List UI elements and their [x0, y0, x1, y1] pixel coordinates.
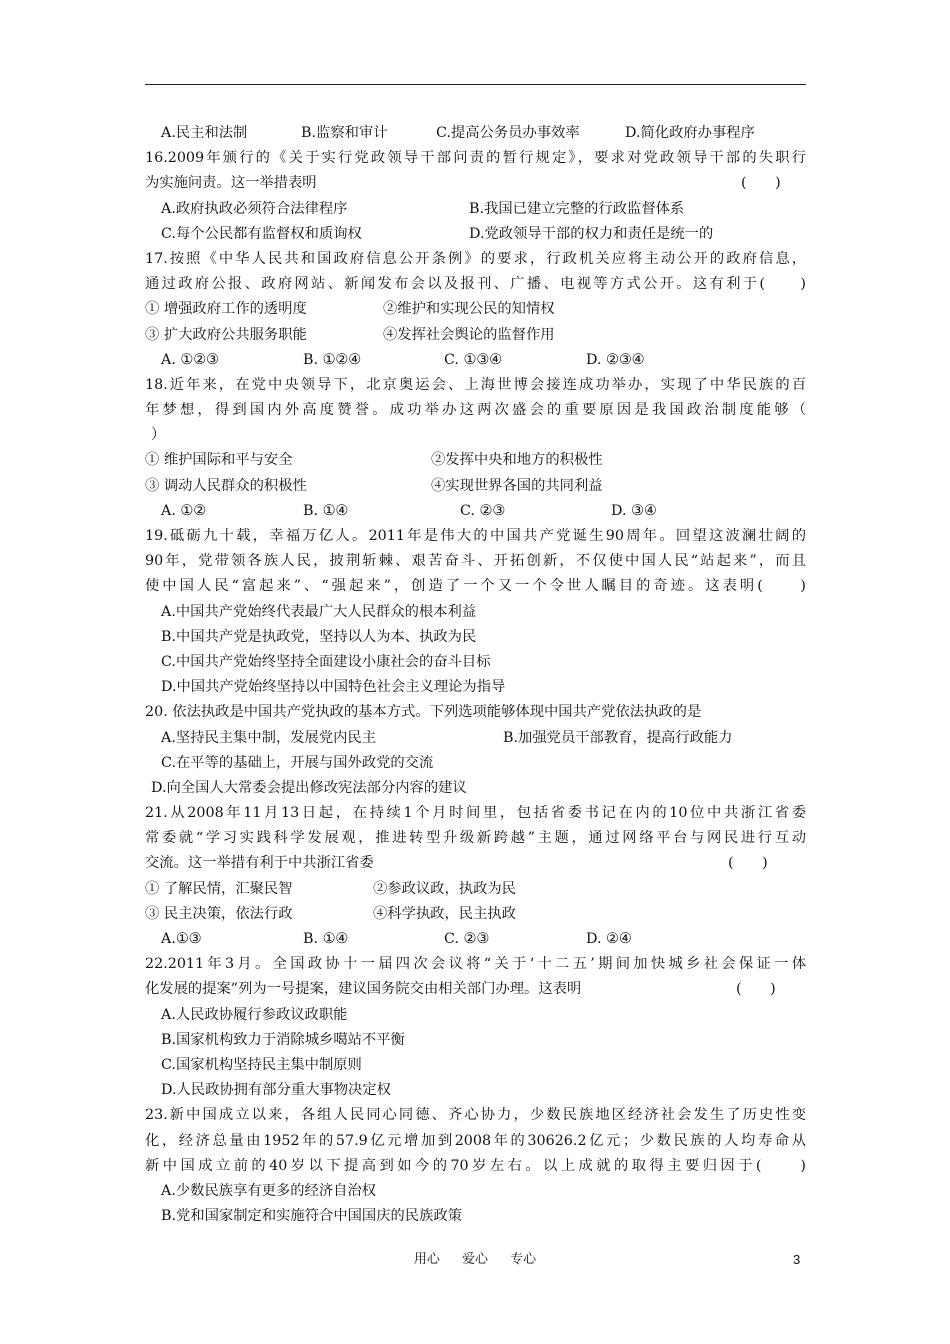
q20-option-d-row — [145, 776, 806, 801]
q15-option-a: A.民主和法制 — [161, 125, 248, 141]
q21-option-b: B. ①④ — [303, 931, 349, 947]
q19-option-d-row — [145, 675, 806, 700]
q18-item-2: ②发挥中央和地方的积极性 — [431, 452, 603, 469]
q21-option-c: C. ②③ — [444, 931, 490, 947]
q20-option-a: A.坚持民主集中制，发展党内民主 — [161, 729, 377, 746]
q22-option-b-row — [145, 1028, 806, 1053]
q21-answer-paren: ( ) — [728, 855, 768, 872]
q22-option-d: D.人民政协拥有部分重大事物决定权 — [161, 1082, 391, 1099]
q22-option-c: C.国家机构坚持民主集中制原则 — [161, 1056, 362, 1073]
q22-option-d-row — [145, 1078, 806, 1103]
q16-option-a: A.政府执政必须符合法律程序 — [161, 200, 348, 217]
q21-item-1: ① 了解民情，汇聚民智 — [145, 880, 293, 897]
q20-option-c-row — [145, 751, 806, 776]
q19-option-c-row — [145, 650, 806, 675]
q19-stem-line-1: 19.砥砺九十载，幸福万亿人。2011年是伟大的中国共产党诞生90周年。回望这波澜壮阔的 — [145, 528, 806, 544]
q19-stem-line-3: 使中国人民“富起来”、“强起来”，创造了一个又一个令世人瞩目的奇迹。这表明( ) — [145, 578, 806, 595]
q22-option-c-row — [145, 1053, 806, 1078]
q19-option-c: C.中国共产党始终坚持全面建设小康社会的奋斗目标 — [161, 653, 491, 670]
q16-stem-line-1: 16.2009年颁行的《关于实行党政领导干部问责的暂行规定》，要求对党政领导干部的失职行 — [145, 150, 806, 167]
footer-motto: 用心 爱心 专心 — [413, 1252, 537, 1267]
q15-option-d: D.简化政府办事程序 — [625, 125, 755, 141]
q21-items-row-1 — [145, 877, 806, 902]
q22-option-a-row — [145, 1003, 806, 1028]
q20-option-d: D.向全国人大常委会提出修改宪法部分内容的建议 — [151, 779, 467, 796]
q20-option-b: B.加强党员干部教育，提高行政能力 — [503, 729, 733, 746]
q23-stem-line-1: 23.新中国成立以来，各组人民同心同德、齐心协力，少数民族地区经济社会发生了历史性变 — [145, 1107, 806, 1124]
q18-options — [145, 499, 806, 524]
q16-stem-line-2: 为实施问责。这一举措表明 ( ) — [145, 171, 806, 196]
exam-content — [145, 121, 806, 1229]
q17-option-c: C. ①③④ — [444, 351, 502, 368]
page-footer — [0, 1250, 950, 1270]
q18-stem-line-2: 年梦想，得到国内外高度赞誉。成功举办这两次盛会的重要原因是我国政治制度能够（ — [145, 402, 806, 419]
q17-stem-line-1: 17.按照《中华人民共和国政府信息公开条例》的要求，行政机关应将主动公开的政府信息， — [145, 250, 806, 267]
q17-items-row-2 — [145, 323, 806, 348]
q18-option-d: D. ③④ — [611, 502, 657, 519]
q19-option-a: A.中国共产党始终代表最广大人民群众的根本利益 — [161, 603, 477, 620]
q21-options — [145, 927, 806, 952]
q17-item-1: ① 增强政府工作的透明度 — [145, 301, 307, 318]
q21-option-a: A.①③ — [161, 931, 202, 947]
q18-stem-line-1: 18.近年来，在党中央领导下，北京奥运会、上海世博会接连成功举办，实现了中华民族的百 — [145, 376, 806, 393]
q17-item-4: ④发挥社会舆论的监督作用 — [383, 326, 555, 343]
q20-stem-line-1: 20. 依法执政是中国共产党执政的基本方式。下列选项能够体现中国共产党依法执政的是 — [145, 704, 702, 721]
q19-stem-line-2: 90年，党带领各族人民，披荆斩棘、艰苦奋斗、开拓创新，不仅使中国人民“站起来”，而且 — [145, 553, 806, 570]
q19-option-b-row — [145, 625, 806, 650]
q21-stem-line-1: 21.从2008年11月13日起，在持续1个月时间里，包括省委书记在内的10位中共浙江省委 — [145, 805, 806, 822]
q22-option-b: B.国家机构致力于消除城乡噶站不平衡 — [161, 1031, 405, 1048]
q23-stem-line-3: 新中国成立前的40岁以下提高到如今的70岁左右。以上成就的取得主要归因于( ) — [145, 1157, 806, 1174]
q19-option-d: D.中国共产党始终坚持以中国特色社会主义理论为指导 — [161, 679, 506, 696]
q17-option-a: A. ①②③ — [161, 351, 219, 368]
q21-items-row-2 — [145, 902, 806, 927]
q23-option-b-row — [145, 1204, 806, 1229]
q17-stem-line-2: 通过政府公报、政府网站、新闻发布会以及报刊、广播、电视等方式公开。这有利于( ) — [145, 276, 806, 293]
q18-items-row-1 — [145, 448, 806, 473]
q16-option-b: B.我国已建立完整的行政监督体系 — [469, 200, 685, 217]
q18-stem-line-3: ） — [151, 427, 166, 444]
q22-answer-paren: ( ) — [736, 981, 776, 998]
q17-option-d: D. ②③④ — [586, 351, 645, 368]
q19-option-a-row — [145, 600, 806, 625]
q18-item-3: ③ 调动人民群众的积极性 — [145, 477, 307, 494]
q15-option-b: B.监察和审计 — [301, 125, 388, 141]
q15-options — [145, 121, 806, 146]
page-number: 3 — [793, 1252, 801, 1267]
q17-items-row-1 — [145, 297, 806, 322]
q15-option-c: C.提高公务员办事效率 — [436, 125, 580, 141]
q18-items-row-2 — [145, 474, 806, 499]
q17-item-3: ③ 扩大政府公共服务职能 — [145, 326, 307, 343]
q17-options — [145, 348, 806, 373]
q18-option-a: A. ①② — [161, 502, 207, 519]
q22-stem-line-1: 22.2011年3月。全国政协十一届四次会议将“关于‘十二五’期间加快城乡社会保证一体 — [145, 956, 806, 973]
q21-item-2: ②参政议政，执政为民 — [373, 880, 516, 897]
q21-stem-line-3: 交流。这一举措有利于中共浙江省委 ( ) — [145, 851, 806, 876]
q16-options-row-1 — [145, 197, 806, 222]
q18-item-4: ④实现世界各国的共同利益 — [431, 477, 603, 494]
q16-option-c: C.每个公民都有监督权和质询权 — [161, 225, 362, 242]
q18-item-1: ① 维护国际和平与安全 — [145, 452, 293, 469]
q21-option-d: D. ②④ — [586, 931, 632, 947]
q20-option-c: C.在平等的基础上，开展与国外政党的交流 — [161, 754, 434, 771]
q23-option-a: A.少数民族享有更多的经济自治权 — [161, 1182, 377, 1199]
q17-item-2: ②维护和实现公民的知情权 — [383, 301, 555, 318]
q18-option-b: B. ①④ — [303, 502, 349, 519]
q19-option-b: B.中国共产党是执政党，坚持以人为本、执政为民 — [161, 628, 477, 645]
q22-option-a: A.人民政协履行参政议政职能 — [161, 1006, 348, 1023]
q23-option-a-row — [145, 1179, 806, 1204]
q23-stem-line-2: 化，经济总量由1952年的57.9亿元增加到2008年的30626.2亿元；少数民族的人均寿命从 — [145, 1132, 806, 1149]
q16-answer-paren: ( ) — [741, 175, 781, 192]
q21-stem-line-2: 常委就“学习实践科学发展观，推进转型升级新跨越”主题，通过网络平台与网民进行互动 — [145, 830, 806, 847]
q21-item-4: ④科学执政，民主执政 — [373, 905, 516, 922]
q20-options-row-1 — [145, 726, 806, 751]
q23-option-b: B.党和国家制定和实施符合中国国庆的民族政策 — [161, 1208, 462, 1225]
q17-option-b: B. ①②④ — [303, 351, 362, 368]
q22-stem-line-2: 化发展的提案”列为一号提案，建议国务院交由相关部门办理。这表明 ( ) — [145, 977, 806, 1002]
q16-option-d: D.党政领导干部的权力和责任是统一的 — [469, 225, 714, 242]
q21-item-3: ③ 民主决策，依法行政 — [145, 905, 293, 922]
q16-options-row-2 — [145, 222, 806, 247]
q18-option-c: C. ②③ — [460, 502, 506, 519]
header-rule — [145, 84, 806, 85]
